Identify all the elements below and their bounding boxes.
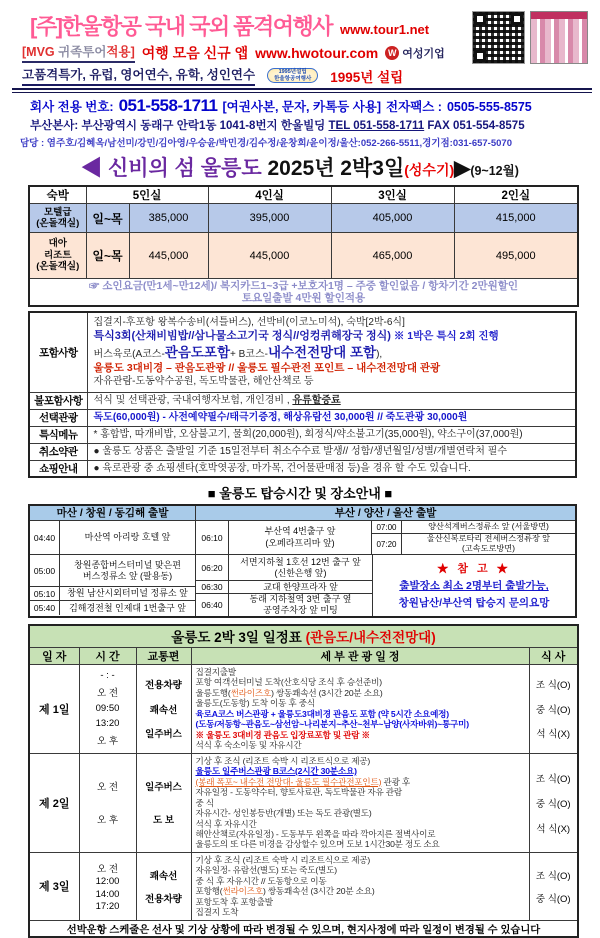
women-enterprise-icon: [385, 46, 399, 60]
price-cell: 395,000: [208, 204, 331, 233]
price-header-5: 5인실: [86, 186, 208, 204]
day-transport: 쾌속선 전용차량: [145, 870, 182, 905]
excluded-row: [29, 392, 576, 409]
founded-1995-badge: 1995년설립 한울항공여행사: [267, 68, 318, 82]
note-line: 창원남산/부산역 탑승지 문의요망: [398, 597, 550, 610]
page-title: ◀ 신비의 섬 울릉도 2025년 2박3일(성수기)▶(9~12월): [81, 157, 519, 180]
boarding-row: [372, 521, 575, 534]
included-line: 울릉도 3대비경 – 관음도관광 // 울릉도 필수관전 포인트 – 내수전전망대 관광: [93, 361, 441, 374]
boarding-time: 07:00: [372, 521, 402, 533]
price-cell: 445,000: [208, 233, 331, 279]
services-list: 고품격특가, 유럽, 영어연수, 유학, 성인연수: [22, 65, 255, 86]
header-divider: [12, 88, 592, 93]
cancel-policy-row: [29, 443, 576, 460]
price-cell: 445,000: [129, 233, 208, 279]
boarding-left-column: [30, 521, 196, 616]
day-times: 오 전 오 후: [97, 782, 118, 827]
day-meals: 조 식(O) 중 식(O): [535, 870, 571, 905]
row-label: 불포함사항: [29, 392, 87, 409]
itinerary-header-detail: 세 부 관 광 일 정: [191, 647, 529, 664]
boarding-time: 06:20: [196, 555, 229, 580]
website-hwotour: www.hwotour.com: [255, 44, 379, 61]
address: 부산본사: 부산광역시 동래구 안락1동 1041-8번지 한울빌딩: [30, 120, 326, 132]
itinerary-header-time: 시 간: [79, 647, 136, 664]
boarding-row: [30, 521, 195, 555]
building-photo: [530, 11, 588, 64]
itinerary-day1-row: [29, 664, 578, 753]
boarding-header-right: 부산 / 양산 / 울산 출발: [334, 507, 437, 520]
boarding-time: 06:10: [196, 521, 229, 554]
phone-line: [30, 96, 592, 116]
row-label: 포함사항: [29, 312, 87, 392]
included-line: 버스육로(A코스-관음도포함+ B코스-내수전전망대 포함),: [93, 345, 383, 361]
row-label: 특식메뉴: [29, 426, 87, 443]
note-title: ★ 참 고 ★: [437, 563, 511, 576]
website-tour1: www.tour1.net: [340, 22, 430, 37]
day-detail: 기상 후 조식 (리조트 숙박 시 리조트식으로 제공) 자유일정- 유람선(별도) 또는 죽도(별도) 중 식 후 자유시간 // 도동항으로 이동 포항행(썬라이즈호) 쌍동쾌속선 (3시간 20분 소요) 포항도착 후 포항출발 집결지 도착: [191, 852, 529, 920]
tel: TEL 051-558-1711: [328, 120, 425, 132]
qr-marker-icon: [474, 13, 486, 25]
boarding-table: [28, 504, 577, 618]
shopping-row: [29, 460, 576, 477]
price-header-room: 숙박: [29, 186, 86, 204]
boarding-row: [30, 555, 195, 587]
women-enterprise-badge: W 여성기업: [385, 45, 445, 61]
boarding-header-left: 마산 / 창원 / 동김해 출발: [30, 506, 196, 520]
boarding-location: 창원종합버스터미널 맞은편 버스정류소 앞 (팔용동): [74, 559, 181, 581]
boarding-time: 06:30: [196, 581, 229, 593]
fax2: FAX 051-554-8575: [427, 120, 525, 132]
boarding-location: 서면지하철 1호선 12번 출구 앞 (신한은행 앞): [240, 556, 361, 578]
price-cell: 415,000: [454, 204, 578, 233]
phone-number: 051-558-1711: [118, 96, 218, 115]
included-line: 집결지-후포항 왕복수송비(셔틀버스), 선박비(이코노미석), 숙박[2박-6식]: [93, 317, 405, 329]
staff-line: 담당 : 염주호/김혜옥/남선미/강민/김아영/우승윤/박민경/김수정/윤창희/윤이정/울산:052-266-5511,경기점:031-657-5070: [20, 138, 512, 149]
address-line: [30, 117, 592, 133]
boarding-time: 05:40: [30, 601, 60, 615]
price-cell: 385,000: [129, 204, 208, 233]
boarding-row: [196, 581, 372, 594]
schedule-disclaimer: 선박운항 스케줄은 선사 및 기상 상황에 따라 변경될 수 있으며, 현지사정에 따라 일정이 변경될 수 있습니다: [29, 920, 578, 937]
boarding-location: 부산역 4번출구 앞 (오페라프리마 앞): [229, 521, 372, 554]
day-transport: 전용차량 쾌속선 일주버스: [145, 680, 182, 741]
boarding-location: 김해경전철 인제대 1번출구 앞: [69, 602, 186, 613]
itinerary-table: [28, 624, 579, 938]
boarding-location: 교대 한양프라자 앞: [263, 581, 338, 592]
boarding-row: [372, 534, 575, 554]
boarding-row: [196, 594, 372, 616]
days: 일~목: [86, 233, 129, 279]
header: [8, 8, 592, 149]
price-header-3: 3인실: [331, 186, 454, 204]
day-transport: 일주버스 도 보: [145, 782, 182, 827]
days: 일~목: [86, 204, 129, 233]
child-fare-note: ☞ 소인요금(만1세~만12세)/ 복지카드1~3급 +보호자1명 – 주중 할인없음 / 항차기간 2만원할인 토요일출발 4만원 할인적용: [29, 279, 578, 307]
boarding-right-column: [196, 521, 575, 616]
day-times: - : - 오 전 09:50 13:20 오 후: [95, 670, 120, 747]
included-row: [29, 312, 576, 392]
price-cell: 405,000: [331, 204, 454, 233]
boarding-location: 창원 남산시외터미널 정류소 앞: [67, 588, 188, 599]
price-header-2: 2인실: [454, 186, 578, 204]
boarding-row: [30, 601, 195, 615]
room-type: 모텔급 (온돌객실): [29, 204, 86, 233]
phone-label: 회사 전용 번호:: [30, 100, 114, 114]
room-type: 대아 리조트 (온돌객실): [29, 233, 86, 279]
company-title: [주]한울항공 국내 국외 품격여행사: [30, 14, 333, 39]
boarding-section-title: ■ 울릉도 탑승시간 및 장소안내 ■: [207, 486, 393, 502]
phone-note: [여권사본, 문자, 카톡등 사용]: [222, 100, 382, 114]
optional-line: 독도(60,000원) - 사전예약필수/태극기증정, 해상유람선 30,000원 // 죽도관광 30,000원: [93, 412, 468, 424]
boarding-time: 04:40: [30, 521, 60, 554]
day-detail: 기상 후 조식 (리조트 숙박 시 리조트식으로 제공) 울릉도 일주버스관광 B코스(2시간 30분소요) (봉래 폭포~ 내수전 전망대- 울릉도 필수관전포인트) 관광 후 자유일정 - 도동약수터, 향토사료관, 독도박물관 자유 관람 중 식 자유시간- 성인봉등반(개별) 또는 독도 관광(별도) 석식 후 자유시간 해안산책로(자유일정) - 도동부두 왼쪽을 따라 깍아지른 절벽사이로 울릉도의 또 다른 비경을 감상할수 있으며 도보 1시간30분 정도 소요: [191, 753, 529, 852]
shopping-line: ● 육로관광 중 쇼핑센타(호박엿공장, 마가목, 건어물판매점 등)을 경유 할 수도 있습니다.: [93, 462, 471, 474]
note-line: 출발장소 최소 2명부터 출발가능,: [399, 580, 549, 593]
included-line: 자유관람-도동약수공원, 독도박물관, 해안산책로 등: [93, 376, 314, 388]
itinerary-day2-row: [29, 753, 578, 852]
qr-code: [472, 11, 525, 64]
day-detail: 집결지출발 포항 여객선터미널 도착(산호식당 조식 후 승선준비) 울릉도행(썬라이즈호) 쌍동쾌속선 (3시간 20분 소요) 울릉도(도동항) 도착 이동 후 중식 육로A코스 버스관광 + 울릉도3대비경 관음도 포함 (약 5시간 소요예정) (도동/저동항~관음도~삼선암~나리분지~추산~천부~남양(사자바위)~통구미) ※ 울릉도 3대비경 관음도 입장료포함 및 관람 ※ 석식 후 숙소이동 및 자유시간: [191, 664, 529, 753]
boarding-row: [196, 521, 575, 555]
included-line: 특식3회(산채비빔밥//삼나물소고기국 정식//엉컹퀴해장국 정식) ※ 1박은 특식 2회 진행: [93, 330, 499, 343]
day-label: 제 1일: [29, 664, 79, 753]
tour-info-table: [28, 311, 577, 478]
optional-tour-row: [29, 409, 576, 426]
app-promo-label: 여행 모음 신규 앱: [141, 44, 249, 61]
boarding-location: 양산석계버스정류소 앞 (서울방면): [428, 522, 549, 532]
menu-line: * 홍합밥, 따개비밥, 오삼불고기, 물회(20,000원), 회정식/약소불고기(35,000원), 약소구이(37,000원): [93, 429, 523, 441]
itinerary-header-day: 일 자: [29, 647, 79, 664]
special-menu-row: [29, 426, 576, 443]
itinerary-header-meal: 식 사: [529, 647, 578, 664]
itinerary-title: 울릉도 2박 3일 일정표 (관음도/내수전전망대): [29, 625, 578, 648]
price-row-motel: [29, 204, 578, 233]
boarding-time: 05:00: [30, 555, 60, 586]
row-label: 선택관광: [29, 409, 87, 426]
price-cell: 495,000: [454, 233, 578, 279]
cancel-line: ● 울릉도 상품은 출발일 기준 15일전부터 취소수수료 발생// 성함/생년월일/성별/개별연락처 필수: [93, 446, 507, 458]
row-label: 취소약관: [29, 443, 87, 460]
boarding-row: [196, 555, 372, 581]
qr-marker-icon: [511, 13, 523, 25]
day-times: 오 전 12:00 14:00 17:20: [95, 863, 120, 913]
price-cell: 465,000: [331, 233, 454, 279]
qr-marker-icon: [474, 50, 486, 62]
row-label: 쇼핑안내: [29, 460, 87, 477]
boarding-note: [373, 555, 575, 616]
itinerary-day3-row: [29, 852, 578, 920]
price-table: [28, 185, 579, 307]
mvg-label: [MVG 귀족투어적용]: [22, 42, 135, 63]
boarding-row: [30, 587, 195, 601]
boarding-time: 06:40: [196, 594, 229, 616]
boarding-location: 동래 지하철역 3번 출구 옆 공영주차장 앞 미팅: [249, 594, 352, 615]
boarding-time: 05:10: [30, 587, 60, 600]
boarding-time: 07:20: [372, 534, 402, 554]
day-meals: 조 식(O) 중 식(O) 석 식(X): [535, 773, 571, 835]
day-label: 제 2일: [29, 753, 79, 852]
price-header-4: 4인실: [208, 186, 331, 204]
day-label: 제 3일: [29, 852, 79, 920]
fax-number: 0505-555-8575: [446, 100, 532, 114]
day-meals: 조 식(O) 중 식(O) 석 식(X): [535, 680, 571, 741]
boarding-location: 울산신복로타리 전세버스정류장 앞 (고속도로방면): [426, 534, 551, 554]
fax-label: 전자팩스 :: [386, 100, 442, 114]
boarding-location: 마산역 아리랑 호텔 앞: [84, 532, 171, 543]
excluded-line: 석식 및 선택관광, 국내여행자보험, 개인경비 , 유류할증료: [93, 395, 341, 407]
price-row-resort: [29, 233, 578, 279]
founded-year: 1995년 설립: [330, 69, 404, 85]
itinerary-header-transport: 교통편: [136, 647, 191, 664]
